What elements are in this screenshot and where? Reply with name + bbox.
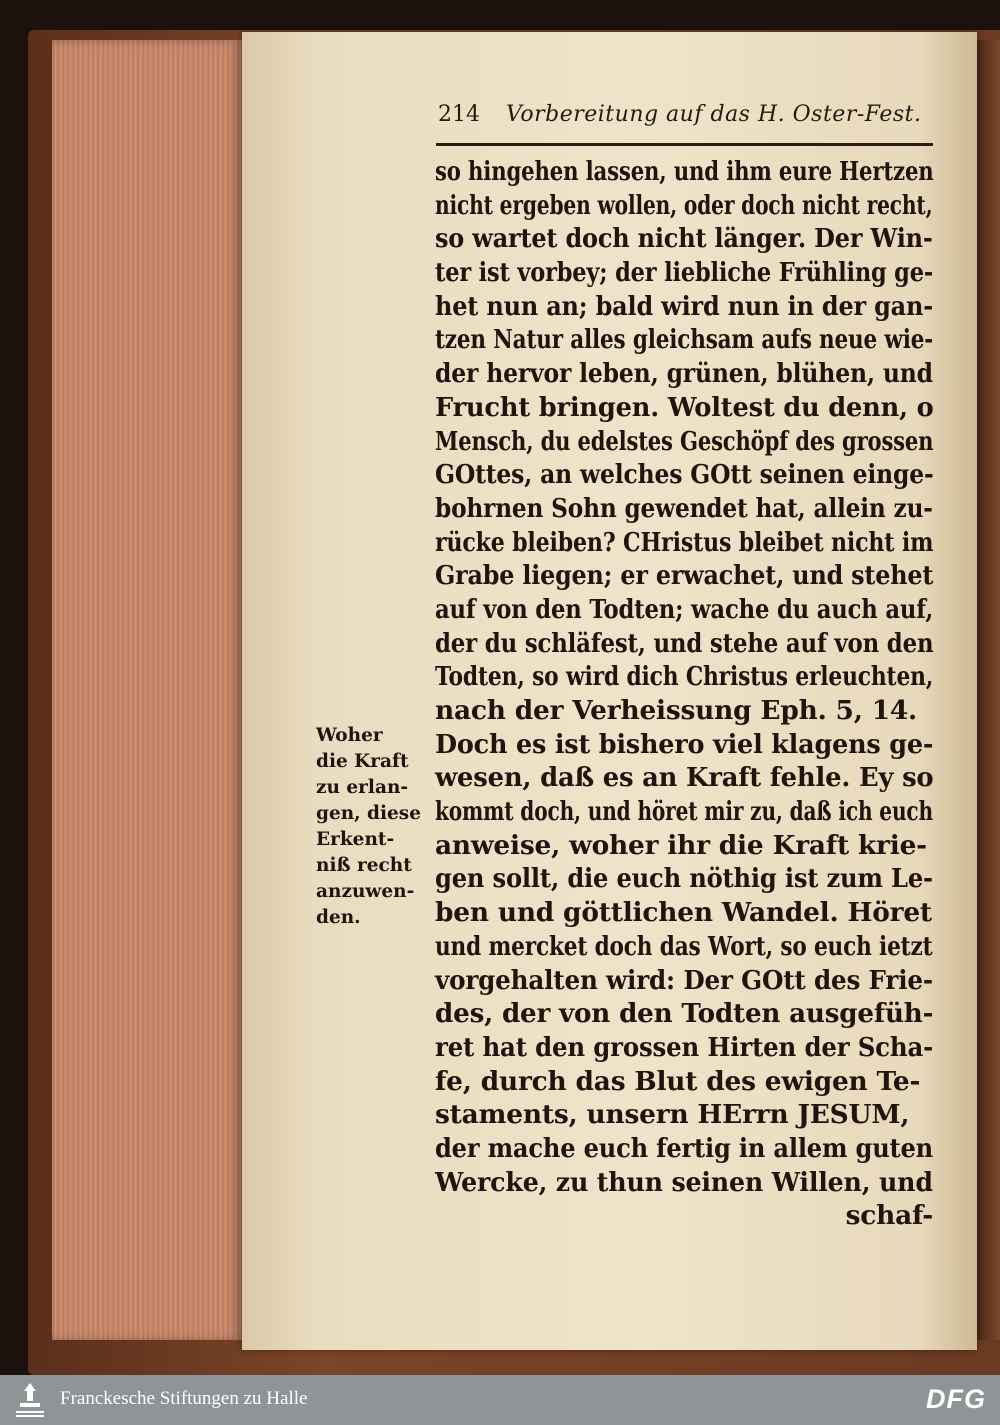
- text-line: nicht ergeben wollen, oder doch nicht recht,: [435, 189, 933, 221]
- text-line: Frucht bringen. Woltest du denn, o: [435, 391, 934, 423]
- cover-spine-right: [977, 40, 1000, 1340]
- margin-note: [316, 722, 431, 930]
- text-line: anweise, woher ihr die Kraft krie-: [435, 829, 927, 861]
- text-line: und mercket doch das Wort, so euch ietzt: [435, 930, 933, 962]
- text-line: gen sollt, die euch nöthig ist zum Le-: [435, 863, 933, 895]
- text-line: auf von den Todten; wache du auch auf,: [435, 593, 934, 625]
- text-line: kommt doch, und höret mir zu, daß ich euch: [435, 796, 933, 828]
- text-line: so wartet doch nicht länger. Der Win-: [435, 223, 933, 255]
- text-line: fe, durch das Blut des ewigen Te-: [435, 1065, 921, 1097]
- margin-note-line: Erkent-: [316, 828, 395, 850]
- text-line: ret hat den grossen Hirten der Scha-: [435, 1031, 934, 1063]
- header-rule: [436, 143, 933, 146]
- text-line: der du schläfest, und stehe auf von den: [435, 627, 934, 659]
- text-line: der mache euch fertig in allem guten: [435, 1132, 934, 1164]
- text-line: nach der Verheissung Eph. 5, 14.: [435, 695, 918, 726]
- text-line: der hervor leben, grünen, blühen, und: [435, 358, 933, 390]
- text-line: GOttes, an welches GOtt seinen einge-: [435, 459, 934, 491]
- dfg-logo: DFG: [926, 1384, 986, 1414]
- institution-name: Franckesche Stiftungen zu Halle: [60, 1388, 308, 1409]
- text-line: rücke bleiben? CHristus bleibet nicht im: [435, 526, 934, 558]
- margin-note-line: die Kraft: [316, 750, 409, 772]
- margin-note-line: niß recht: [316, 854, 412, 876]
- margin-note-line: gen, diese: [316, 802, 421, 824]
- margin-note-line: Woher: [316, 724, 383, 746]
- running-head-title: Vorbereitung auf das H. Oster-Fest.: [506, 102, 922, 127]
- text-line: ben und göttlichen Wandel. Höret: [435, 897, 932, 929]
- text-line: staments, unsern HErrn JESUM,: [435, 1099, 910, 1131]
- text-line: Grabe liegen; er erwachet, und stehet: [435, 560, 934, 592]
- text-line: Doch es ist bishero viel klagens ge-: [435, 728, 934, 760]
- text-line: tzen Natur alles gleichsam aufs neue wie-: [435, 324, 934, 356]
- viewer-footer: [0, 1375, 1000, 1425]
- text-line: Wercke, zu thun seinen Willen, und: [435, 1166, 933, 1198]
- text-line: bohrnen Sohn gewendet hat, allein zu-: [435, 492, 933, 524]
- margin-note-line: anzuwen-: [316, 880, 415, 902]
- page-number: 214: [438, 102, 480, 127]
- foundation-logo-icon: [14, 1381, 46, 1419]
- text-line: Mensch, du edelstes Geschöpf des grossen: [435, 425, 934, 457]
- text-line: ter ist vorbey; der liebliche Frühling ge-: [435, 257, 934, 289]
- text-line: so hingehen lassen, und ihm eure Hertzen: [435, 156, 934, 187]
- page-edges: [52, 40, 242, 1340]
- text-line: het nun an; bald wird nun in der gan-: [435, 290, 934, 322]
- text-line: vorgehalten wird: Der GOtt des Frie-: [435, 964, 933, 996]
- catchword: schaf-: [845, 1200, 933, 1232]
- text-line: wesen, daß es an Kraft fehle. Ey so: [435, 762, 934, 794]
- margin-note-line: den.: [316, 906, 361, 928]
- body-text: [435, 155, 935, 1233]
- text-line: des, der von den Todten ausgefüh-: [435, 998, 934, 1030]
- text-line: Todten, so wird dich Christus erleuchten,: [435, 661, 934, 693]
- running-header: [438, 100, 922, 134]
- margin-note-line: zu erlan-: [316, 776, 409, 798]
